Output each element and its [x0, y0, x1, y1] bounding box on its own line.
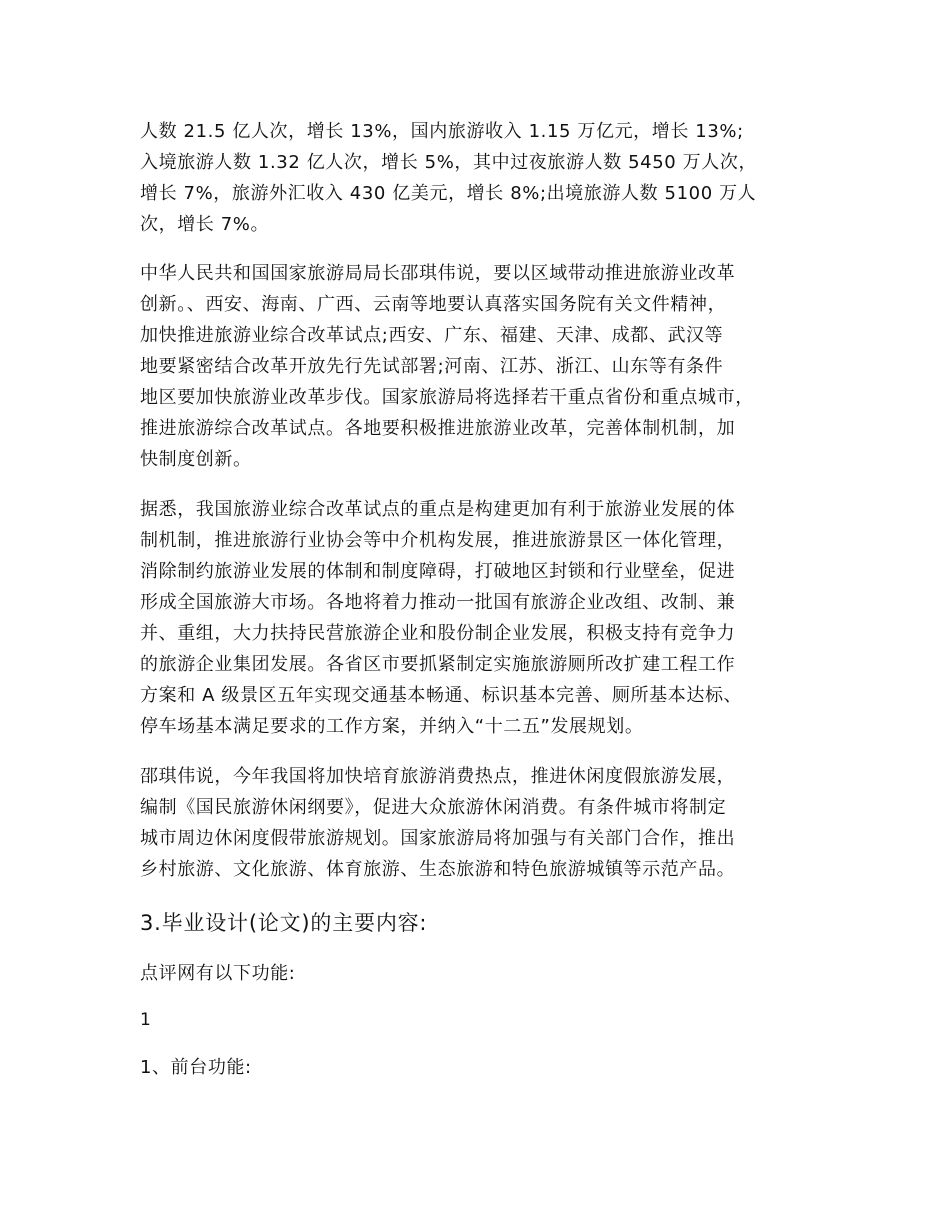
section-heading: 3.毕业设计(论文)的主要内容:	[140, 911, 428, 935]
intro-text: 点评网有以下功能:	[140, 963, 296, 984]
paragraph-line: 地要紧密结合改革开放先行先试部署;河南、江苏、浙江、山东等有条件	[140, 356, 724, 377]
paragraph-reform-focus	[140, 494, 840, 742]
paragraph-line: 方案和 A 级景区五年实现交通基本畅通、标识基本完善、厕所基本达标、	[140, 685, 743, 706]
paragraph-line: 乡村旅游、文化旅游、体育旅游、生态旅游和特色旅游城镇等示范产品。	[140, 859, 736, 880]
paragraph-line: 快制度创新。	[140, 449, 252, 470]
paragraph-tourism-statistics	[140, 116, 840, 240]
paragraph-line: 次，增长 7%。	[140, 214, 270, 235]
subheading-frontend-functions: 1、前台功能:	[140, 1057, 252, 1078]
paragraph-line: 人数 21.5 亿人次，增长 13%，国内旅游收入 1.15 万亿元，增长 13%;	[140, 121, 744, 142]
paragraph-line: 编制《国民旅游休闲纲要》，促进大众旅游休闲消费。有条件城市将制定	[140, 797, 727, 818]
paragraph-line: 地区要加快旅游业改革步伐。国家旅游局将选择若干重点省份和重点城市，	[140, 387, 754, 408]
paragraph-line: 城市周边休闲度假带旅游规划。国家旅游局将加强与有关部门合作，推出	[140, 828, 736, 849]
paragraph-line: 入境旅游人数 1.32 亿人次，增长 5%，其中过夜旅游人数 5450 万人次，	[140, 152, 758, 173]
paragraph-line: 形成全国旅游大市场。各地将着力推动一批国有旅游企业改组、改制、兼	[140, 592, 736, 613]
paragraph-line: 中华人民共和国国家旅游局局长邵琪伟说，要以区域带动推进旅游业改革	[140, 263, 736, 284]
paragraph-line: 停车场基本满足要求的工作方案，并纳入“十二五”发展规划。	[140, 716, 644, 737]
paragraph-line: 的旅游企业集团发展。各省区市要抓紧制定实施旅游厕所改扩建工程工作	[140, 654, 736, 675]
paragraph-reform-pilot	[140, 258, 840, 475]
paragraph-line: 制机制，推进旅游行业协会等中介机构发展，推进旅游景区一体化管理，	[140, 530, 736, 551]
paragraph-leisure-tourism	[140, 761, 840, 885]
paragraph-line: 创新。、西安、海南、广西、云南等地要认真落实国务院有关文件精神，	[140, 294, 727, 315]
paragraph-line: 增长 7%，旅游外汇收入 430 亿美元，增长 8%;出境旅游人数 5100 万人	[140, 183, 757, 204]
paragraph-line: 据悉，我国旅游业综合改革试点的重点是构建更加有利于旅游业发展的体	[140, 499, 736, 520]
paragraph-line: 消除制约旅游业发展的体制和制度障碍，打破地区封锁和行业壁垒，促进	[140, 561, 736, 582]
paragraph-line: 并、重组，大力扶持民营旅游企业和股份制企业发展，积极支持有竞争力	[140, 623, 736, 644]
paragraph-line: 加快推进旅游业综合改革试点;西安、广东、福建、天津、成都、武汉等	[140, 325, 724, 346]
paragraph-line: 邵琪伟说，今年我国将加快培育旅游消费热点，推进休闲度假旅游发展，	[140, 766, 736, 787]
page-number: 1	[140, 1010, 152, 1030]
paragraph-line: 推进旅游综合改革试点。各地要积极推进旅游业改革，完善体制机制，加	[140, 418, 736, 439]
